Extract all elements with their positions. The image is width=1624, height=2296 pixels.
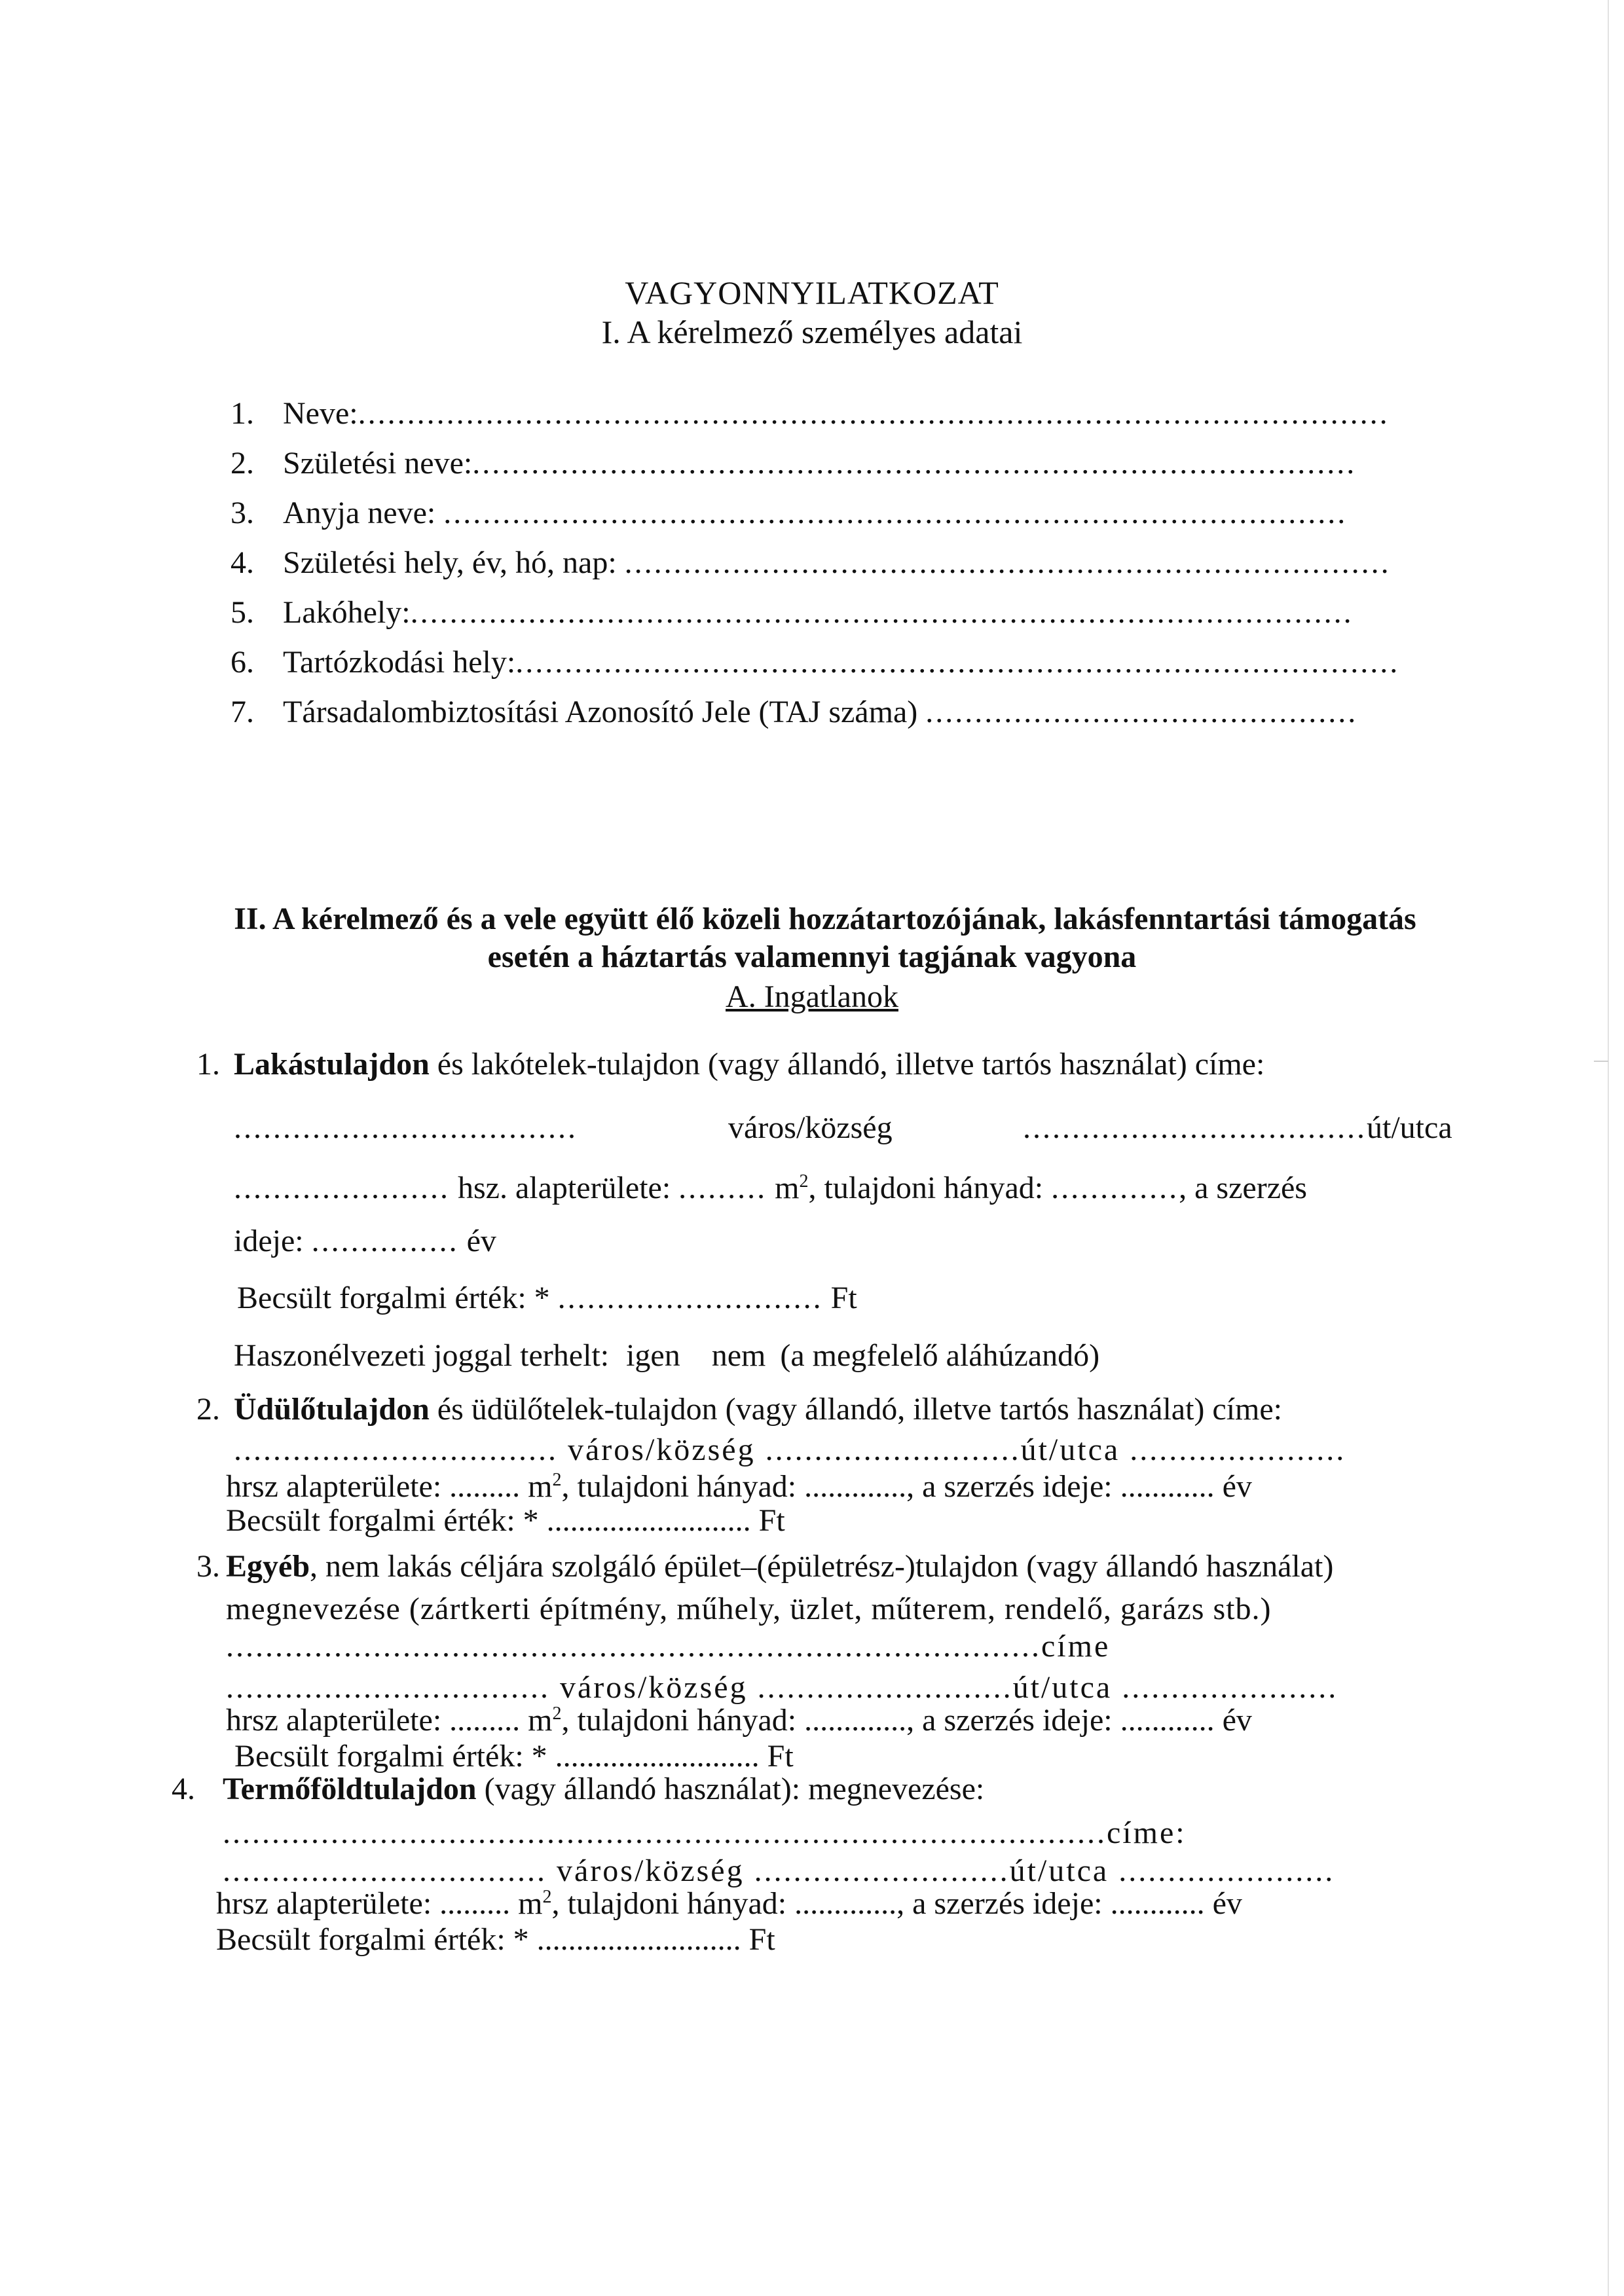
- section1-heading: I. A kérelmező személyes adatai: [601, 314, 1023, 350]
- item3-intro: [226, 1548, 1333, 1584]
- field-name[interactable]: [231, 395, 1442, 431]
- item2-title: Üdülőtulajdon: [234, 1392, 430, 1427]
- usufruct-label: Haszonélvezeti joggal terhelt:: [234, 1338, 610, 1373]
- field-label: Lakóhely:: [283, 595, 411, 630]
- item4-area-row[interactable]: hrsz alapterülete: ......... $m^2$, tulajdoni hányad: ............., a szerzés ideje: ............ év: [216, 1886, 1242, 1921]
- city-label: város/község: [728, 1110, 893, 1145]
- field-label: Társadalombiztosítási Azonosító Jele (TAJ száma): [283, 695, 926, 729]
- field-taj-number[interactable]: [231, 694, 1442, 730]
- section2-heading-line2: esetén a háztartás valamennyi tagjának vagyona: [487, 939, 1137, 974]
- item3-address-row[interactable]: ................................. város/község ..........................út/utca ......................: [226, 1670, 1338, 1705]
- item3-value-row[interactable]: Becsült forgalmi érték: * .......................... Ft: [234, 1739, 794, 1774]
- item3-name-row[interactable]: ...................................................................................címe: [226, 1629, 1111, 1664]
- item2-area-row[interactable]: hrsz alapterülete: ......... $m^2$, tulajdoni hányad: ............., a szerzés ideje: ............ év: [226, 1469, 1252, 1504]
- hsz-label: hsz. alapterülete:: [450, 1171, 679, 1205]
- scan-edge-mark: [1594, 1061, 1608, 1062]
- section2-heading: [0, 900, 1624, 976]
- usufruct-no-option[interactable]: nem: [711, 1338, 766, 1373]
- fill-line[interactable]: ............................................................................................: [443, 496, 1348, 530]
- value-fill[interactable]: ...........................: [557, 1281, 823, 1315]
- item-number: 3.: [231, 496, 254, 530]
- item1-area-row: [234, 1170, 1424, 1206]
- fill-line[interactable]: ..........................................................................................: [472, 446, 1357, 481]
- fill-line[interactable]: ..............................................................................: [624, 545, 1391, 580]
- field-mother-name[interactable]: [231, 495, 1442, 531]
- section2-heading-line1: II. A kérelmező és a vele együtt élő közeli hozzátartozójának, lakásfenntartási támogatás: [234, 902, 1416, 936]
- item2-intro: [234, 1391, 1282, 1427]
- field-label: Születési neve:: [283, 446, 473, 481]
- section2-subheading: A. Ingatlanok: [726, 979, 898, 1014]
- fill-line[interactable]: ............................................: [925, 695, 1358, 729]
- item2-intro-text: és üdülőtelek-tulajdon (vagy állandó, illetve tartós használat) címe:: [429, 1392, 1283, 1427]
- hsz-fill[interactable]: ......................: [234, 1171, 450, 1205]
- item-number: 6.: [231, 645, 254, 680]
- item-number: 2.: [231, 446, 254, 481]
- street-label: út/utca: [1367, 1110, 1452, 1145]
- item1-value-row: [237, 1280, 857, 1316]
- value-label: Becsült forgalmi érték: *: [237, 1281, 558, 1315]
- share-fill[interactable]: .............: [1051, 1171, 1179, 1205]
- item1-usufruct-row: [234, 1338, 1099, 1374]
- m2-label: $m^2$: [775, 1171, 809, 1205]
- item-number: 2.: [196, 1392, 220, 1427]
- item-number: 5.: [231, 595, 254, 630]
- field-label: Születési hely, év, hó, nap:: [283, 545, 625, 580]
- item3-intro2: megnevezése (zártkerti építmény, műhely, üzlet, műterem, rendelő, garázs stb.): [226, 1592, 1272, 1626]
- fill-line[interactable]: ..........................................................................................: [515, 645, 1400, 680]
- item-number: 1.: [231, 396, 254, 431]
- item-number: 1.: [196, 1047, 220, 1082]
- acq-label: , a szerzés: [1179, 1171, 1307, 1205]
- item1-intro-text: és lakótelek-tulajdon (vagy állandó, illetve tartós használat) címe:: [429, 1047, 1265, 1082]
- item4-value-row[interactable]: Becsült forgalmi érték: * .......................... Ft: [216, 1922, 775, 1957]
- field-label: Tartózkodási hely:: [283, 645, 516, 680]
- item3-title: Egyéb: [226, 1549, 310, 1584]
- field-label: Neve:: [283, 396, 358, 431]
- city-fill[interactable]: ...................................: [234, 1110, 578, 1145]
- acq-label-cont: ideje:: [234, 1224, 312, 1258]
- item2-value-row[interactable]: Becsült forgalmi érték: * .......................... Ft: [226, 1503, 785, 1538]
- currency-label: Ft: [822, 1281, 857, 1315]
- usufruct-note: (a megfelelő aláhúzandó): [780, 1338, 1100, 1373]
- item4-intro-text: (vagy állandó használat): megnevezése:: [476, 1772, 985, 1806]
- item4-name-row[interactable]: ..........................................................................................címe:: [223, 1815, 1187, 1850]
- item4-address-row[interactable]: ................................. város/község ..........................út/utca ......................: [223, 1853, 1335, 1888]
- field-residence[interactable]: [231, 594, 1442, 630]
- item-number: 7.: [231, 695, 254, 729]
- item1-year-row: [234, 1223, 496, 1259]
- usufruct-yes-option[interactable]: igen: [626, 1338, 680, 1373]
- fill-line[interactable]: .........................................................................................................: [358, 396, 1390, 431]
- document-title: VAGYONNYILATKOZAT: [625, 274, 999, 311]
- item3-area-row[interactable]: hrsz alapterülete: ......... $m^2$, tulajdoni hányad: ............., a szerzés ideje: ............ év: [226, 1703, 1252, 1738]
- item1-title: Lakástulajdon: [234, 1047, 430, 1082]
- field-birth-place-date[interactable]: [231, 545, 1442, 581]
- year-label: év: [458, 1224, 496, 1258]
- street-fill[interactable]: ...................................: [1023, 1110, 1367, 1145]
- area-fill[interactable]: .........: [678, 1171, 767, 1205]
- fill-line[interactable]: ................................................................................................: [410, 595, 1354, 630]
- item4-title: Termőföldtulajdon: [223, 1772, 477, 1806]
- item-number: 4.: [172, 1772, 195, 1806]
- share-label: , tulajdoni hányad:: [808, 1171, 1052, 1205]
- item1-intro: [234, 1046, 1424, 1082]
- field-label: Anyja neve:: [283, 496, 444, 530]
- item-number: 3.: [196, 1549, 220, 1584]
- field-stay-place[interactable]: [231, 644, 1442, 680]
- item3-intro-text: , nem lakás céljára szolgáló épület–(épületrész-)tulajdon (vagy állandó használat): [310, 1549, 1334, 1584]
- item-number: 4.: [231, 545, 254, 580]
- year-fill[interactable]: ...............: [311, 1224, 459, 1258]
- item2-address-row[interactable]: ................................. város/község ..........................út/utca ......................: [234, 1432, 1346, 1467]
- field-birth-name[interactable]: [231, 445, 1442, 481]
- item4-intro: [223, 1771, 984, 1807]
